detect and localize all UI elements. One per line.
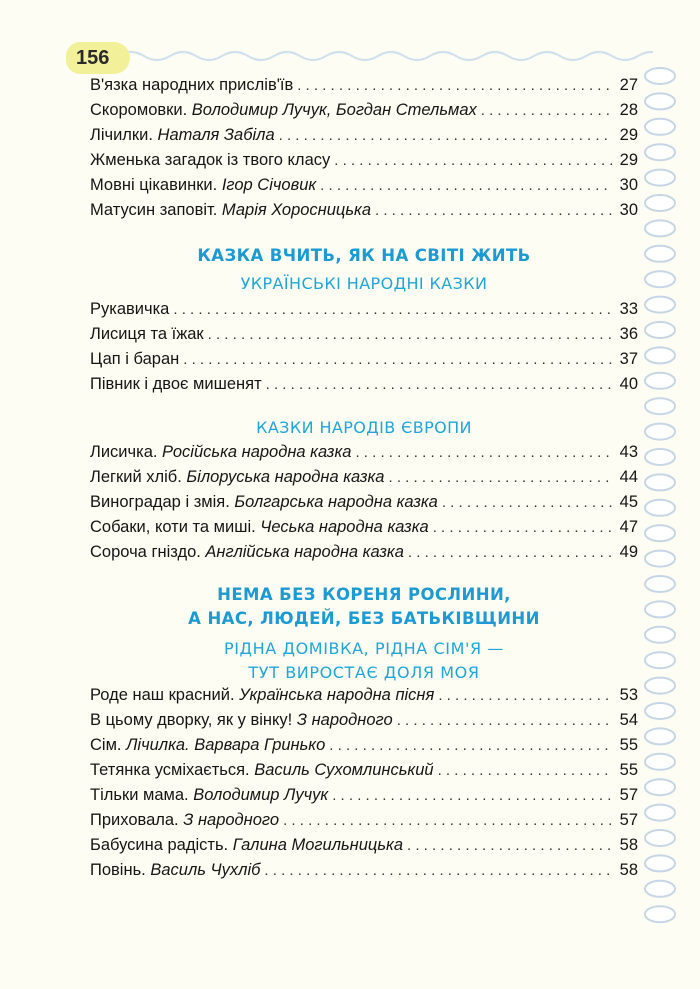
toc-entry[interactable]: Приховала. З народного . . . 57 xyxy=(90,808,638,833)
ring-decoration xyxy=(645,500,675,516)
ring-decoration xyxy=(645,601,675,617)
toc-entry[interactable]: Собаки, коти та миші. Чеська народна казка . . . 47 xyxy=(90,515,638,540)
ring-decoration xyxy=(645,678,675,694)
toc-list-ukrainian-tales xyxy=(90,297,638,397)
toc-entry[interactable]: Скоромовки. Володимир Лучук, Богдан Стельмах . . . 28 xyxy=(90,98,638,123)
toc-entry[interactable]: Рукавичка . . . 33 xyxy=(90,297,638,322)
ring-decoration xyxy=(645,68,675,84)
ring-decoration xyxy=(645,322,675,338)
ring-decoration xyxy=(645,779,675,795)
ring-decoration xyxy=(645,220,675,236)
toc-list-european-tales xyxy=(90,440,638,565)
toc-list-homeland xyxy=(90,683,638,883)
toc-section-ukrainian-tales xyxy=(90,244,638,296)
ring-decoration xyxy=(645,119,675,135)
toc-entry[interactable]: В цьому дворку, як у вінку! З народного . . . 54 xyxy=(90,708,638,733)
toc-page-ref: 54 xyxy=(619,711,638,729)
toc-entry[interactable]: Жменька загадок із твого класу . . . 29 xyxy=(90,148,638,173)
toc-entry[interactable]: В'язка народних прислів'їв . . . 27 xyxy=(90,73,638,98)
toc-entry[interactable]: Тетянка усміхається. Василь Сухомлинський . . . 55 xyxy=(90,758,638,783)
toc-page-ref: 30 xyxy=(619,176,638,194)
toc-page-ref: 57 xyxy=(619,811,638,829)
page-number: 156 xyxy=(66,42,130,74)
toc-section-european-tales xyxy=(90,416,638,440)
ring-decoration xyxy=(645,271,675,287)
toc-page-ref: 33 xyxy=(619,300,638,318)
toc-page-ref: 49 xyxy=(619,543,638,561)
ring-decoration xyxy=(645,728,675,744)
toc-entry[interactable]: Легкий хліб. Білоруська народна казка . . . 44 xyxy=(90,465,638,490)
toc-page-ref: 44 xyxy=(619,468,638,486)
toc-entry[interactable]: Тільки мама. Володимир Лучук . . . 57 xyxy=(90,783,638,808)
ring-decoration xyxy=(645,805,675,821)
ring-decoration xyxy=(645,830,675,846)
section-heading: А НАС, ЛЮДЕЙ, БЕЗ БАТЬКІВЩИНИ xyxy=(188,609,540,628)
toc-entry[interactable]: Лисичка. Російська народна казка . . . 43 xyxy=(90,440,638,465)
toc-page-ref: 30 xyxy=(619,201,638,219)
ring-decoration xyxy=(645,703,675,719)
ring-decoration xyxy=(645,246,675,262)
toc-entry[interactable]: Півник і двоє мишенят . . . 40 xyxy=(90,372,638,397)
toc-page-ref: 28 xyxy=(619,101,638,119)
ring-decoration xyxy=(645,525,675,541)
section-heading: НЕМА БЕЗ КОРЕНЯ РОСЛИНИ, xyxy=(217,585,511,604)
toc-entry[interactable]: Роде наш красний. Українська народна пісня . . . 53 xyxy=(90,683,638,708)
toc-page-ref: 53 xyxy=(619,686,638,704)
ring-decoration xyxy=(645,449,675,465)
ring-decoration xyxy=(645,474,675,490)
toc-entry[interactable]: Матусин заповіт. Марія Хоросницька . . . 30 xyxy=(90,198,638,223)
ring-decoration xyxy=(645,576,675,592)
toc-page-ref: 47 xyxy=(619,518,638,536)
toc-page-ref: 55 xyxy=(619,736,638,754)
toc-page-ref: 58 xyxy=(619,861,638,879)
toc-section-homeland xyxy=(90,583,638,685)
toc-page-ref: 36 xyxy=(619,325,638,343)
toc-entry[interactable]: Сім. Лічилка. Варвара Гринько . . . 55 xyxy=(90,733,638,758)
toc-page-ref: 27 xyxy=(619,76,638,94)
toc-entry[interactable]: Лисиця та їжак . . . 36 xyxy=(90,322,638,347)
toc-page-ref: 55 xyxy=(619,761,638,779)
notebook-rings-decoration xyxy=(640,62,680,932)
toc-page-ref: 43 xyxy=(619,443,638,461)
toc-entry[interactable]: Цап і баран . . . 37 xyxy=(90,347,638,372)
toc-page-ref: 57 xyxy=(619,786,638,804)
wave-border-decoration xyxy=(118,44,653,64)
toc-page-ref: 29 xyxy=(619,151,638,169)
ring-decoration xyxy=(645,424,675,440)
ring-decoration xyxy=(645,297,675,313)
ring-decoration xyxy=(645,906,675,922)
toc-section-proverbs xyxy=(90,73,638,223)
toc-entry[interactable]: Бабусина радість. Галина Могильницька . . . 58 xyxy=(90,833,638,858)
toc-page-ref: 45 xyxy=(619,493,638,511)
ring-decoration xyxy=(645,627,675,643)
toc-entry[interactable]: Мовні цікавинки. Ігор Січовик . . . 30 xyxy=(90,173,638,198)
toc-page-ref: 40 xyxy=(619,375,638,393)
toc-page-ref: 58 xyxy=(619,836,638,854)
toc-entry[interactable]: Повінь. Василь Чухліб . . . 58 xyxy=(90,858,638,883)
ring-decoration xyxy=(645,195,675,211)
ring-decoration xyxy=(645,398,675,414)
ring-decoration xyxy=(645,373,675,389)
toc-entry[interactable]: Виноградар і змія. Болгарська народна казка . . . 45 xyxy=(90,490,638,515)
ring-decoration xyxy=(645,551,675,567)
section-subheading: УКРАЇНСЬКІ НАРОДНІ КАЗКИ xyxy=(240,274,488,293)
section-subheading: РІДНА ДОМІВКА, РІДНА СІМ'Я — xyxy=(223,639,505,658)
ring-decoration xyxy=(645,881,675,897)
toc-page-ref: 37 xyxy=(619,350,638,368)
section-subheading: ТУТ ВИРОСТАЄ ДОЛЯ МОЯ xyxy=(248,663,480,682)
ring-decoration xyxy=(645,855,675,871)
ring-decoration xyxy=(645,347,675,363)
ring-decoration xyxy=(645,170,675,186)
toc-page-ref: 29 xyxy=(619,126,638,144)
section-heading: КАЗКА ВЧИТЬ, ЯК НА СВІТІ ЖИТЬ xyxy=(197,246,531,265)
toc-entry[interactable]: Лічилки. Наталя Забіла . . . 29 xyxy=(90,123,638,148)
toc-entry[interactable]: Сороча гніздо. Англійська народна казка . . . 49 xyxy=(90,540,638,565)
section-subheading: КАЗКИ НАРОДІВ ЄВРОПИ xyxy=(256,418,472,437)
ring-decoration xyxy=(645,754,675,770)
ring-decoration xyxy=(645,93,675,109)
ring-decoration xyxy=(645,652,675,668)
ring-decoration xyxy=(645,144,675,160)
